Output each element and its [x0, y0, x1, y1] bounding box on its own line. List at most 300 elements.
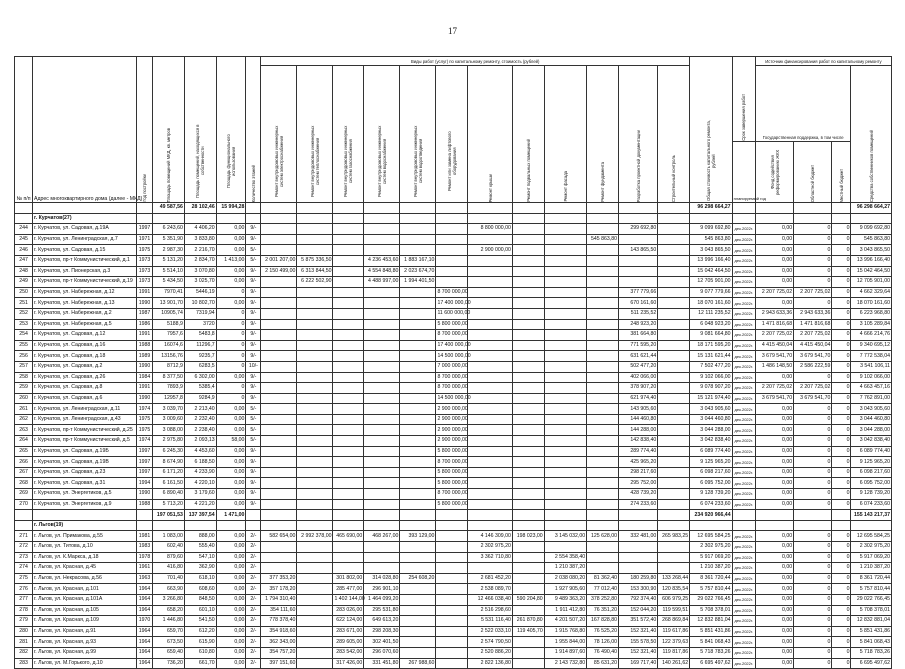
cell-work-6 [468, 520, 513, 531]
cell-area-total: 5 713,20 [153, 499, 185, 510]
cell-work-2: 283 026,00 [333, 605, 364, 616]
cell-work-8: 1 927 905,60 [544, 584, 586, 595]
cell-work-7 [512, 637, 544, 648]
cell-work-7 [512, 393, 544, 404]
cell-funding-owners: 12 695 584,25 [851, 531, 892, 542]
cell-work-6: 4 146 309,00 [468, 531, 513, 542]
cell-work-5 [436, 542, 468, 553]
cell-funding-local: 0 [832, 255, 851, 266]
cell-work-8 [544, 425, 586, 436]
cell-year: 1989 [137, 351, 153, 362]
cell-funding-regional: 0 [794, 489, 832, 500]
cell-work-9: 545 863,80 [587, 234, 619, 245]
cell-work-10 [619, 563, 658, 574]
cell-total-cost: 5 851 431,86 [690, 626, 732, 637]
cell-deadline: дек.2022г. [732, 383, 755, 394]
cell-no: 265 [15, 446, 33, 457]
cell-work-9 [587, 213, 619, 224]
cell-work-8 [544, 308, 586, 319]
cell-total-cost: 12 695 584,25 [690, 531, 732, 542]
cell-work-10: 631 621,44 [619, 351, 658, 362]
cell-work-9 [587, 510, 619, 521]
cell-funding-owners: 3 043 905,60 [851, 404, 892, 415]
cell-funding-regional [794, 203, 832, 214]
cell-floors: 2/- [246, 647, 261, 658]
cell-work-1 [297, 552, 333, 563]
cell-funding-fund: 0,00 [755, 584, 793, 595]
cell-work-11 [658, 266, 690, 277]
cell-floors: 9/- [246, 298, 261, 309]
cell-work-5 [436, 203, 468, 214]
cell-work-3: 302 401,50 [364, 637, 400, 648]
cell-funding-local: 0 [832, 605, 851, 616]
cell-work-8: 3 145 032,00 [544, 531, 586, 542]
table-row [15, 224, 892, 235]
cell-area-func: 0,00 [216, 647, 246, 658]
cell-year: 1964 [137, 584, 153, 595]
cell-work-11 [658, 361, 690, 372]
cell-total-cost: 2 302 975,20 [690, 542, 732, 553]
cell-funding-fund: 0,00 [755, 552, 793, 563]
cell-deadline: дек.2022г. [732, 287, 755, 298]
cell-funding-fund: 0,00 [755, 414, 793, 425]
cell-total-cost: 15 042 464,50 [690, 266, 732, 277]
cell-funding-fund: 4 415 450,04 [755, 340, 793, 351]
cell-work-9 [587, 340, 619, 351]
header-no: № п/п [15, 57, 33, 203]
cell-floors: 9/- [246, 351, 261, 362]
cell-total-cost: 8 361 720,44 [690, 573, 732, 584]
cell-funding-regional: 0 [794, 457, 832, 468]
cell-work-3 [364, 467, 400, 478]
cell-work-9 [587, 489, 619, 500]
table-row [15, 616, 892, 627]
cell-address: г. Льгов, ул. Титова, д.10 [33, 542, 137, 553]
cell-work-0 [261, 404, 297, 415]
cell-work-8 [544, 351, 586, 362]
cell-funding-regional: 2 207 725,02 [794, 330, 832, 341]
cell-area-total: 6 890,40 [153, 489, 185, 500]
cell-work-11: 119 599,51 [658, 605, 690, 616]
cell-deadline: дек.2022г. [732, 234, 755, 245]
cell-work-8 [544, 467, 586, 478]
cell-deadline: дек.2022г. [732, 499, 755, 510]
cell-deadline: дек.2022г. [732, 531, 755, 542]
cell-work-6 [468, 319, 513, 330]
cell-work-11 [658, 478, 690, 489]
cell-year: 1983 [137, 542, 153, 553]
cell-work-11 [658, 330, 690, 341]
cell-total-cost: 6 089 774,40 [690, 446, 732, 457]
cell-work-1 [297, 404, 333, 415]
cell-work-3 [364, 224, 400, 235]
cell-funding-local: 0 [832, 626, 851, 637]
cell-work-10: 298 217,60 [619, 467, 658, 478]
cell-work-2 [333, 203, 364, 214]
cell-work-7 [512, 425, 544, 436]
cell-area-living: 888,00 [184, 531, 216, 542]
cell-funding-fund: 1 486 148,50 [755, 361, 793, 372]
cell-no: 277 [15, 594, 33, 605]
cell-work-6 [468, 563, 513, 574]
cell-floors: 2/- [246, 531, 261, 542]
cell-work-9 [587, 414, 619, 425]
cell-work-2 [333, 351, 364, 362]
cell-work-4: 267 988,60 [400, 658, 436, 669]
cell-funding-owners: 2 302 975,20 [851, 542, 892, 553]
cell-funding-owners: 3 105 289,84 [851, 319, 892, 330]
cell-work-8 [544, 203, 586, 214]
cell-funding-owners: 5 851 431,86 [851, 626, 892, 637]
cell-work-10: 377 779,66 [619, 287, 658, 298]
cell-work-1 [297, 203, 333, 214]
cell-total-cost: 6 098 217,60 [690, 467, 732, 478]
cell-work-9 [587, 393, 619, 404]
cell-work-3 [364, 393, 400, 404]
cell-area-total: 5188,9 [153, 319, 185, 330]
cell-work-8: 2 038 080,20 [544, 573, 586, 584]
cell-work-6 [468, 340, 513, 351]
cell-funding-local: 0 [832, 414, 851, 425]
cell-area-total: 10905,74 [153, 308, 185, 319]
cell-area-total: 6 161,50 [153, 478, 185, 489]
cell-total-cost: 6 695 497,62 [690, 658, 732, 669]
table-row [15, 340, 892, 351]
cell-area-total: 5 131,20 [153, 255, 185, 266]
cell-area-func [216, 213, 246, 224]
cell-year: 1964 [137, 647, 153, 658]
cell-work-6 [468, 499, 513, 510]
cell-work-3 [364, 287, 400, 298]
cell-work-7 [512, 383, 544, 394]
cell-area-living: 6283,5 [184, 361, 216, 372]
cell-no: 278 [15, 605, 33, 616]
header-work-control: Строительный контроль [658, 66, 690, 203]
cell-work-3 [364, 340, 400, 351]
cell-total-cost: 9 128 739,20 [690, 489, 732, 500]
cell-work-8 [544, 372, 586, 383]
cell-funding-regional [794, 520, 832, 531]
cell-no: 271 [15, 531, 33, 542]
cell-work-7 [512, 436, 544, 447]
cell-work-4 [400, 340, 436, 351]
cell-funding-fund: 0,00 [755, 234, 793, 245]
cell-work-1: 5 875 336,50 [297, 255, 333, 266]
cell-area-func [216, 520, 246, 531]
cell-funding-owners: 5 917 069,20 [851, 552, 892, 563]
cell-no: 280 [15, 626, 33, 637]
cell-work-10: 381 664,80 [619, 330, 658, 341]
cell-work-2: 289 605,00 [333, 637, 364, 648]
cell-area-func: 0,00 [216, 245, 246, 256]
cell-address [33, 510, 137, 521]
cell-work-1 [297, 658, 333, 669]
cell-work-0 [261, 298, 297, 309]
cell-work-11 [658, 203, 690, 214]
header-works-group: Виды работ (услуг) по капитальному ремонту, стоимость (рублей) [261, 57, 690, 66]
cell-work-8 [544, 457, 586, 468]
cell-funding-owners: 15 042 464,50 [851, 266, 892, 277]
cell-work-0 [261, 351, 297, 362]
cell-area-func: 58,00 [216, 436, 246, 447]
cell-work-8 [544, 340, 586, 351]
cell-total-cost: 3 044 288,00 [690, 425, 732, 436]
cell-work-7 [512, 266, 544, 277]
cell-floors: 9/- [246, 372, 261, 383]
cell-work-5: 8 700 000,00 [436, 287, 468, 298]
cell-work-4 [400, 436, 436, 447]
cell-work-4 [400, 298, 436, 309]
cell-floors: 5/- [246, 404, 261, 415]
cell-deadline: дек.2022г. [732, 647, 755, 658]
cell-work-10: 143 865,50 [619, 245, 658, 256]
cell-address: г. Курчатов, ул. Ленинградская, д.7 [33, 234, 137, 245]
cell-area-total: 673,50 [153, 637, 185, 648]
page-number: 17 [448, 26, 457, 36]
cell-work-2 [333, 499, 364, 510]
cell-floors: 9/- [246, 467, 261, 478]
cell-work-9: 81 362,40 [587, 573, 619, 584]
cell-work-10: 771 595,20 [619, 340, 658, 351]
cell-funding-fund: 0,00 [755, 594, 793, 605]
cell-area-living: 28 102,46 [184, 203, 216, 214]
cell-work-10 [619, 203, 658, 214]
cell-funding-fund: 0,00 [755, 658, 793, 669]
cell-work-5: 2 900 000,00 [436, 404, 468, 415]
cell-work-2 [333, 478, 364, 489]
cell-work-9 [587, 478, 619, 489]
header-area-func: Площадь функционального использования [216, 57, 246, 203]
cell-total-cost: 3 043 865,50 [690, 245, 732, 256]
cell-work-8 [544, 510, 586, 521]
cell-work-9 [587, 361, 619, 372]
table-row [15, 563, 892, 574]
cell-work-5: 5 800 000,00 [436, 499, 468, 510]
cell-work-7 [512, 319, 544, 330]
cell-deadline [732, 203, 755, 214]
cell-work-4 [400, 245, 436, 256]
table-row [15, 637, 892, 648]
cell-work-5 [436, 277, 468, 288]
cell-deadline [732, 510, 755, 521]
cell-work-7 [512, 351, 544, 362]
table-row [15, 542, 892, 553]
cell-funding-owners: 155 143 217,37 [851, 510, 892, 521]
cell-work-9 [587, 499, 619, 510]
cell-no: 259 [15, 383, 33, 394]
capital-repair-table-wrapper [14, 56, 892, 669]
cell-work-8 [544, 298, 586, 309]
cell-floors: 9/- [246, 330, 261, 341]
cell-work-10: 180 259,80 [619, 573, 658, 584]
cell-work-0 [261, 563, 297, 574]
cell-work-1 [297, 340, 333, 351]
cell-no: 250 [15, 287, 33, 298]
cell-funding-regional: 0 [794, 531, 832, 542]
cell-work-0 [261, 224, 297, 235]
table-row [15, 573, 892, 584]
cell-work-4: 393 129,00 [400, 531, 436, 542]
cell-work-11 [658, 319, 690, 330]
cell-work-0 [261, 330, 297, 341]
cell-area-total: 2 975,80 [153, 436, 185, 447]
cell-area-func: 0,00 [216, 372, 246, 383]
cell-total-cost: 18 070 161,60 [690, 298, 732, 309]
cell-no: 249 [15, 277, 33, 288]
cell-area-func: 0,00 [216, 552, 246, 563]
cell-deadline: дек.2022г. [732, 436, 755, 447]
cell-work-7 [512, 489, 544, 500]
cell-work-2 [333, 361, 364, 372]
cell-work-5 [436, 234, 468, 245]
cell-total-cost: 5 841 068,43 [690, 637, 732, 648]
cell-work-7 [512, 520, 544, 531]
cell-funding-owners: 6 223 968,80 [851, 308, 892, 319]
cell-work-8 [544, 414, 586, 425]
cell-area-func: 0 [216, 319, 246, 330]
cell-work-0 [261, 499, 297, 510]
cell-work-4: 1 883 167,10 [400, 255, 436, 266]
cell-work-6 [468, 298, 513, 309]
cell-work-1 [297, 319, 333, 330]
cell-year: 1973 [137, 266, 153, 277]
cell-area-total: 8712,9 [153, 361, 185, 372]
cell-work-2: 622 124,00 [333, 616, 364, 627]
cell-total-cost: 6 095 752,00 [690, 478, 732, 489]
cell-work-3: 295 531,80 [364, 605, 400, 616]
cell-work-4 [400, 234, 436, 245]
cell-floors: 2/- [246, 658, 261, 669]
cell-area-total: 16074,6 [153, 340, 185, 351]
cell-work-8 [544, 245, 586, 256]
cell-work-7 [512, 542, 544, 553]
table-row [15, 647, 892, 658]
cell-funding-local: 0 [832, 361, 851, 372]
cell-deadline: дек.2022г. [732, 372, 755, 383]
cell-funding-regional: 0 [794, 266, 832, 277]
cell-work-6: 2 900 000,00 [468, 245, 513, 256]
cell-funding-fund: 0,00 [755, 425, 793, 436]
cell-work-1 [297, 351, 333, 362]
cell-deadline: дек.2022г. [732, 542, 755, 553]
cell-work-0 [261, 372, 297, 383]
cell-funding-local: 0 [832, 287, 851, 298]
header-funding-regional: Областной бюджет [794, 142, 832, 203]
cell-area-total: 1 083,00 [153, 531, 185, 542]
cell-area-func: 0 [216, 393, 246, 404]
cell-area-total: 6 171,20 [153, 467, 185, 478]
cell-deadline: дек.2022г. [732, 255, 755, 266]
cell-work-6: 2 302 975,20 [468, 542, 513, 553]
cell-work-5: 14 500 000,00 [436, 351, 468, 362]
cell-work-5 [436, 531, 468, 542]
cell-work-5: 8 700 000,00 [436, 383, 468, 394]
cell-work-4 [400, 616, 436, 627]
cell-no: 273 [15, 552, 33, 563]
cell-total-cost: 12 705 901,00 [690, 277, 732, 288]
cell-work-9 [587, 383, 619, 394]
cell-work-1 [297, 573, 333, 584]
cell-area-living [184, 213, 216, 224]
cell-funding-local: 0 [832, 467, 851, 478]
cell-work-6 [468, 213, 513, 224]
cell-work-2 [333, 425, 364, 436]
cell-work-0 [261, 287, 297, 298]
cell-floors: 5/- [246, 245, 261, 256]
cell-work-7 [512, 573, 544, 584]
cell-funding-regional: 2 943 633,36 [794, 308, 832, 319]
cell-work-5 [436, 573, 468, 584]
cell-area-living: 615,90 [184, 637, 216, 648]
cell-work-11 [658, 213, 690, 224]
cell-work-4 [400, 203, 436, 214]
cell-funding-fund: 0,00 [755, 489, 793, 500]
cell-area-living: 4 406,20 [184, 224, 216, 235]
cell-work-5 [436, 245, 468, 256]
cell-no: 248 [15, 266, 33, 277]
cell-floors: 9/- [246, 489, 261, 500]
cell-work-5: 5 800 000,00 [436, 446, 468, 457]
cell-deadline: дек.2022г. [732, 414, 755, 425]
cell-work-0: 1 794 310,40 [261, 594, 297, 605]
cell-funding-owners: 1 210 387,20 [851, 563, 892, 574]
cell-no: 251 [15, 298, 33, 309]
cell-year: 1964 [137, 594, 153, 605]
cell-work-7 [512, 478, 544, 489]
cell-no: 245 [15, 234, 33, 245]
cell-work-2 [333, 234, 364, 245]
cell-deadline: дек.2022г. [732, 489, 755, 500]
cell-deadline: дек.2022г. [732, 658, 755, 669]
cell-work-10: 289 774,40 [619, 446, 658, 457]
cell-funding-regional: 0 [794, 573, 832, 584]
cell-work-5 [436, 594, 468, 605]
cell-area-living: 6 188,50 [184, 457, 216, 468]
cell-work-5 [436, 255, 468, 266]
cell-work-2 [333, 340, 364, 351]
header-work-gas: Ремонт внутридомовых инженерных систем газоснабжения [333, 66, 364, 203]
cell-funding-fund [755, 203, 793, 214]
cell-area-total: 879,60 [153, 552, 185, 563]
cell-year: 1984 [137, 372, 153, 383]
cell-work-0 [261, 277, 297, 288]
cell-work-7: 198 023,00 [512, 531, 544, 542]
cell-work-0 [261, 552, 297, 563]
cell-deadline: дек.2022г. [732, 308, 755, 319]
cell-work-8 [544, 287, 586, 298]
cell-area-living: 2 093,13 [184, 436, 216, 447]
cell-funding-fund: 0,00 [755, 478, 793, 489]
cell-work-6 [468, 489, 513, 500]
cell-area-func: 0,00 [216, 499, 246, 510]
cell-work-9 [587, 224, 619, 235]
cell-area-func: 0,00 [216, 489, 246, 500]
cell-work-4 [400, 404, 436, 415]
cell-area-func: 0,00 [216, 563, 246, 574]
cell-area-living: 547,10 [184, 552, 216, 563]
cell-work-8 [544, 404, 586, 415]
table-row [15, 393, 892, 404]
cell-work-2 [333, 446, 364, 457]
cell-area-total: 49 587,56 [153, 203, 185, 214]
total-row [15, 510, 892, 521]
cell-funding-local: 0 [832, 647, 851, 658]
cell-work-3 [364, 213, 400, 224]
cell-work-7 [512, 255, 544, 266]
cell-area-living: 2 232,40 [184, 414, 216, 425]
cell-work-5: 11 600 000,00 [436, 308, 468, 319]
cell-total-cost: 7 502 477,20 [690, 361, 732, 372]
